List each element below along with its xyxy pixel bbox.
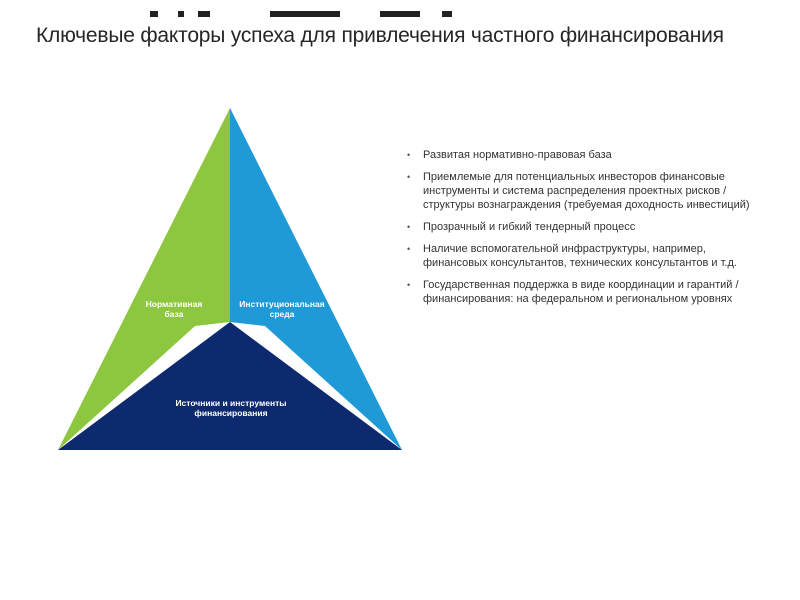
label-institutional-environment: Институциональная среда <box>239 299 325 319</box>
page-title: Ключевые факторы успеха для привлечения частного финансирования <box>36 24 724 47</box>
label-regulatory-base: Нормативная база <box>145 299 203 319</box>
list-item <box>405 170 770 212</box>
list-item <box>405 278 770 306</box>
bullet-icon: • <box>407 280 411 290</box>
success-factors-list <box>405 148 770 314</box>
list-item <box>405 220 770 234</box>
factor-text: Прозрачный и гибкий тендерный процесс <box>423 221 636 233</box>
bullet-icon: • <box>407 172 411 182</box>
factor-text: Наличие вспомогательной инфраструктуры, например, финансовых консультантов, технических консультантов и т.д. <box>423 243 737 269</box>
factor-text: Приемлемые для потенциальных инвесторов финансовые инструменты и система распределения проектных рисков / структуры вознаграждения (требуемая доходность инвестиций) <box>423 171 750 211</box>
factor-text: Государственная поддержка в виде координации и гарантий / финансирования: на федеральном и региональном уровнях <box>423 279 739 305</box>
bullet-icon: • <box>407 150 411 160</box>
label-financing-sources: Источники и инструменты финансирования <box>175 398 287 418</box>
list-item <box>405 148 770 162</box>
list-item <box>405 242 770 270</box>
factor-text: Развитая нормативно-правовая база <box>423 149 612 161</box>
top-edge-marks <box>150 10 460 18</box>
bullet-icon: • <box>407 244 411 254</box>
bullet-icon: • <box>407 222 411 232</box>
